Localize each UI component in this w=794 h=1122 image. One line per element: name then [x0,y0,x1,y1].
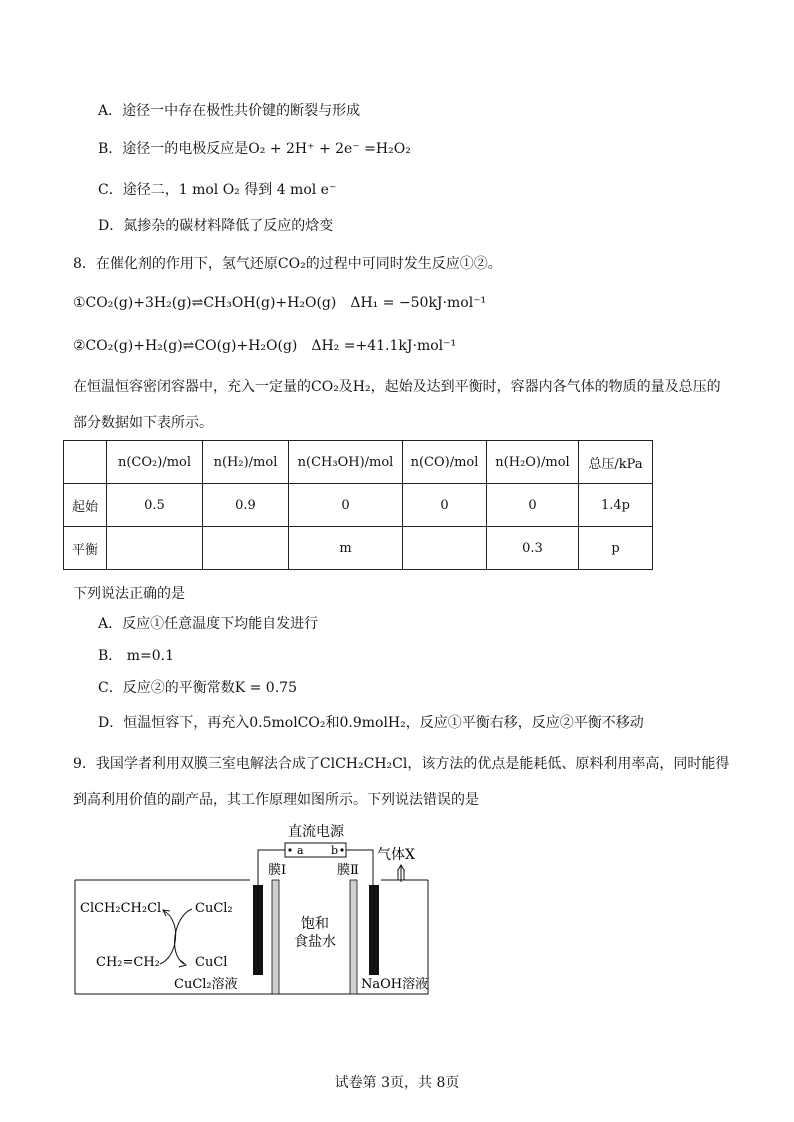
terminal-a-label: a [297,844,304,857]
middle-label-line2: 食盐水 [294,934,336,950]
gas-x-label: 气体X [377,847,415,863]
q8-description-line1: 在恒温恒容密闭容器中，充入一定量的CO₂及H₂，起始及达到平衡时，容器内各气体的物质的量及总压的 [73,379,721,395]
q8-description-line2: 部分数据如下表所示。 [73,415,213,431]
q8-option-d: D．恒温恒容下，再充入0.5molCO₂和0.9molH₂，反应①平衡右移，反应②平衡不移动 [98,715,644,731]
power-supply-label: 直流电源 [288,824,344,840]
table-header-cell: n(CO₂)/mol [107,441,203,484]
product-dichloroethane: ClCH₂CH₂Cl [80,901,162,916]
electrode-right [369,885,379,975]
terminal-b-label: b [331,844,339,857]
reactant-ethylene: CH₂=CH₂ [96,955,160,970]
membrane-2-label: 膜Ⅱ [337,863,359,878]
page-footer: 试卷第 3页，共 8页 [334,1075,460,1091]
left-solution-label: CuCl₂溶液 [174,977,238,992]
table-cell: 0 [403,484,487,527]
table-cell: 0.3 [487,527,579,570]
q8-option-c: C．反应②的平衡常数K = 0.75 [98,680,297,696]
q7-option-b: B．途径一的电极反应是O₂ + 2H⁺ + 2e⁻ =H₂O₂ [98,141,411,157]
middle-label-line1: 饱和 [301,916,329,932]
membrane-1-label: 膜Ⅰ [268,863,287,878]
q7-option-a: A．途径一中存在极性共价键的断裂与形成 [98,103,361,119]
q9-stem-line2: 到高利用价值的副产品，其工作原理如图所示。下列说法错误的是 [73,792,479,808]
table-cell: 平衡 [64,527,107,570]
table-cell: 1.4p [579,484,653,527]
table-cell: 0.9 [203,484,289,527]
q7-option-d: D．氮掺杂的碳材料降低了反应的焓变 [98,218,334,234]
membrane-1 [272,880,279,994]
terminal-a-dot [288,848,291,851]
q8-option-b: B． m=0.1 [98,648,175,664]
table-cell: 0.5 [107,484,203,527]
cycle-arrow-left [160,911,176,964]
q8-reaction-2: ②CO₂(g)+H₂(g)⇌CO(g)+H₂O(g) ΔH₂ =+41.1kJ·mol⁻¹ [73,338,457,354]
cucl-label: CuCl [195,955,228,970]
table-header-cell: n(H₂)/mol [203,441,289,484]
table-cell: 0 [487,484,579,527]
terminal-b-dot [340,848,343,851]
cycle-arrow-right [175,909,192,964]
table-header-cell: n(H₂O)/mol [487,441,579,484]
q8-question: 下列说法正确的是 [73,586,185,602]
table-cell: m [289,527,403,570]
table-header-cell: n(CO)/mol [403,441,487,484]
right-solution-label: NaOH溶液 [361,977,429,992]
q8-stem: 8．在催化剂的作用下，氢气还原CO₂的过程中可同时发生反应①②。 [73,256,502,272]
gas-arrow-icon [398,865,404,882]
q7-option-c: C．途径二，1 mol O₂ 得到 4 mol e⁻ [98,182,337,198]
q8-option-a: A．反应①任意温度下均能自发进行 [98,616,319,632]
q8-reaction-1: ①CO₂(g)+3H₂(g)⇌CH₃OH(g)+H₂O(g) ΔH₁ = −50kJ·mol⁻¹ [73,295,487,311]
cucl2-label: CuCl₂ [195,901,233,916]
table-cell: p [579,527,653,570]
table-header-cell: 总压/kPa [579,441,653,484]
electrode-left [253,885,263,975]
table-cell: 0 [289,484,403,527]
table-header-cell: n(CH₃OH)/mol [289,441,403,484]
table-cell: 起始 [64,484,107,527]
q9-stem-line1: 9．我国学者利用双膜三室电解法合成了ClCH₂CH₂Cl，该方法的优点是能耗低、原料利用率高，同时能得 [73,756,730,772]
membrane-2 [350,880,357,994]
